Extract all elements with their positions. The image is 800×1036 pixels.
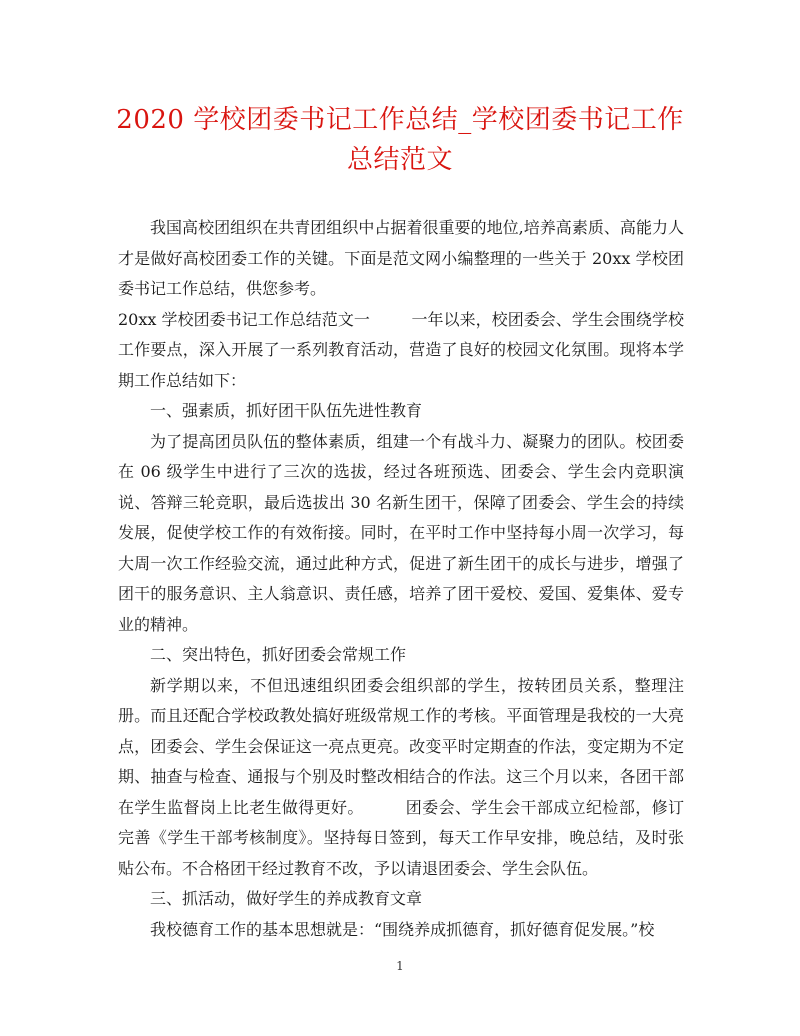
page-number: 1 bbox=[396, 959, 404, 973]
section-body-2-part-b: 团委会、学生会干部成立纪检部，修订完善《学生干部考核制度》。坚持每日签到，每天工作早安排，晚总结，及时张贴公布。不合格团干经过教育不改，予以请退团委会、学生会队伍。 bbox=[118, 797, 684, 878]
document-title: 2020 学校团委书记工作总结_学校团委书记工作总结范文 bbox=[116, 105, 684, 175]
section-heading-3: 三、抓活动，做好学生的养成教育文章 bbox=[150, 889, 423, 908]
intro-paragraph: 我国高校团组织在共青团组织中占据着很重要的地位,培养高素质、高能力人才是做好高校团委工作的关键。下面是范文网小编整理的一些关于 20xx 学校团委书记工作总结，供您参考。 bbox=[118, 218, 684, 298]
sample-intro: 一年以来，校团委会、学生会围绕学校工作要点，深入开展了一系列教育活动，营造了良好的校园文化氛围。现将本学期工作总结如下： bbox=[118, 309, 684, 390]
sample-paragraph bbox=[118, 305, 684, 397]
section-body-3: 我校德育工作的基本思想就是：“围绕养成抓德育，抓好德育促发展。”校 bbox=[150, 919, 655, 939]
section-heading-2: 二、突出特色，抓好团委会常规工作 bbox=[150, 645, 407, 664]
section-heading-1: 一、强素质，抓好团干队伍先进性教育 bbox=[150, 401, 423, 420]
section-body-2 bbox=[118, 671, 684, 885]
section-body-1: 为了提高团员队伍的整体素质，组建一个有战斗力、凝聚力的团队。校团委在 06 级学生中进行了三次的选拔，经过各班预选、团委会、学生会内竞职演说、答辩三轮竞职，最后选拔出 30 名新生团干，保障了团委会、学生会的持续发展，促使学校工作的有效衔接。同时，在平时工作中坚持每小周一次学习，每大周一次工作经验交流，通过此种方式，促进了新生团干的成长与进步，增强了团干的服务意识、主人翁意识、责任感，培养了团干爱校、爱国、爱集体、爱专业的精神。 bbox=[118, 431, 684, 634]
section-body-2-part-a: 新学期以来，不但迅速组织团委会组织部的学生，按转团员关系，整理注册。而且还配合学校政教处搞好班级常规工作的考核。平面管理是我校的一大亮点，团委会、学生会保证这一亮点更亮。改变平时定期查的作法，变定期为不定期、抽查与检查、通报与个别及时整改相结合的作法。这三个月以来，各团干部在学生监督岗上比老生做得更好。 bbox=[118, 675, 684, 817]
document-body bbox=[118, 213, 684, 945]
sample-label: 20xx 学校团委书记工作总结范文一 bbox=[118, 309, 370, 329]
